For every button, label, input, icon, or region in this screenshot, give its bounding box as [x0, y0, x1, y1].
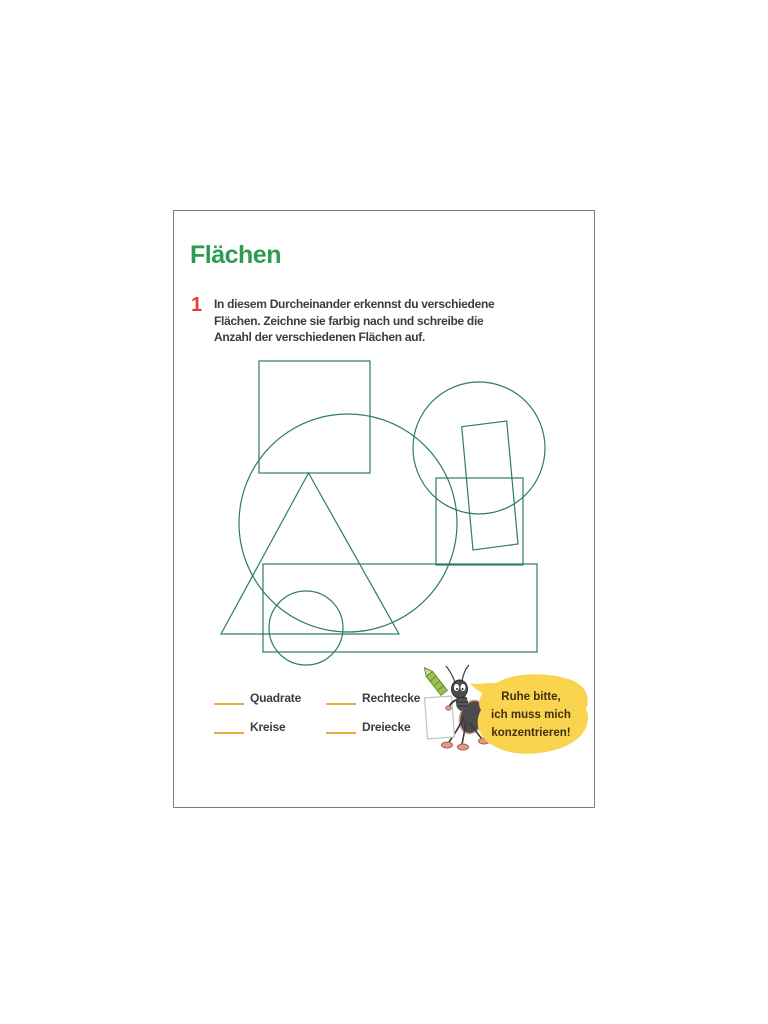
shape-circle-small	[269, 591, 343, 665]
answer-label-dreiecke: Dreiecke	[362, 720, 411, 734]
answer-label-quadrate: Quadrate	[250, 691, 302, 705]
green-pencil-icon	[424, 665, 447, 695]
shape-rectangle-bottom	[263, 564, 537, 652]
ant-eye	[460, 684, 465, 691]
ant-hand	[446, 706, 452, 710]
answer-label-kreise: Kreise	[250, 720, 286, 734]
page-title: Flächen	[190, 241, 281, 269]
instruction-line: In diesem Durcheinander erkennst du verschiedene	[214, 297, 495, 311]
answer-item-rechtecke	[326, 690, 420, 705]
shape-circle-top-right	[413, 382, 545, 514]
answer-item-dreiecke	[326, 719, 410, 734]
exercise-number: 1	[191, 294, 203, 316]
answer-item-quadrate	[214, 690, 301, 705]
speech-line: Ruhe bitte,	[501, 691, 561, 703]
answer-blank-rechtecke[interactable]	[326, 692, 356, 705]
answer-blank-kreise[interactable]	[214, 721, 244, 734]
shape-rectangle-tilted	[462, 421, 518, 550]
shape-circle-large	[239, 414, 457, 632]
speech-bubble-text	[474, 688, 588, 742]
answer-blank-dreiecke[interactable]	[326, 721, 356, 734]
speech-line: ich muss mich	[491, 709, 571, 721]
workbook-page	[173, 210, 595, 808]
answer-blank-quadrate[interactable]	[214, 692, 244, 705]
shape-square-large	[259, 361, 370, 473]
ant-pupil	[462, 688, 464, 690]
answer-label-rechtecke: Rechtecke	[362, 691, 421, 705]
answer-item-kreise	[214, 719, 286, 734]
instruction-line: Anzahl der verschiedenen Flächen auf.	[214, 330, 425, 344]
shape-square-right	[436, 478, 523, 565]
ant-foot	[442, 742, 453, 748]
ant-antenna	[446, 666, 455, 682]
ant-foot	[458, 744, 469, 750]
instruction-line: Flächen. Zeichne sie farbig nach und schreibe die	[214, 313, 484, 328]
ant-eye	[454, 684, 459, 691]
paper-sheet	[425, 696, 455, 739]
speech-line: konzentrieren!	[491, 727, 571, 739]
ant-pupil	[456, 688, 458, 690]
shape-triangle	[221, 473, 399, 634]
exercise-instruction	[214, 296, 494, 346]
